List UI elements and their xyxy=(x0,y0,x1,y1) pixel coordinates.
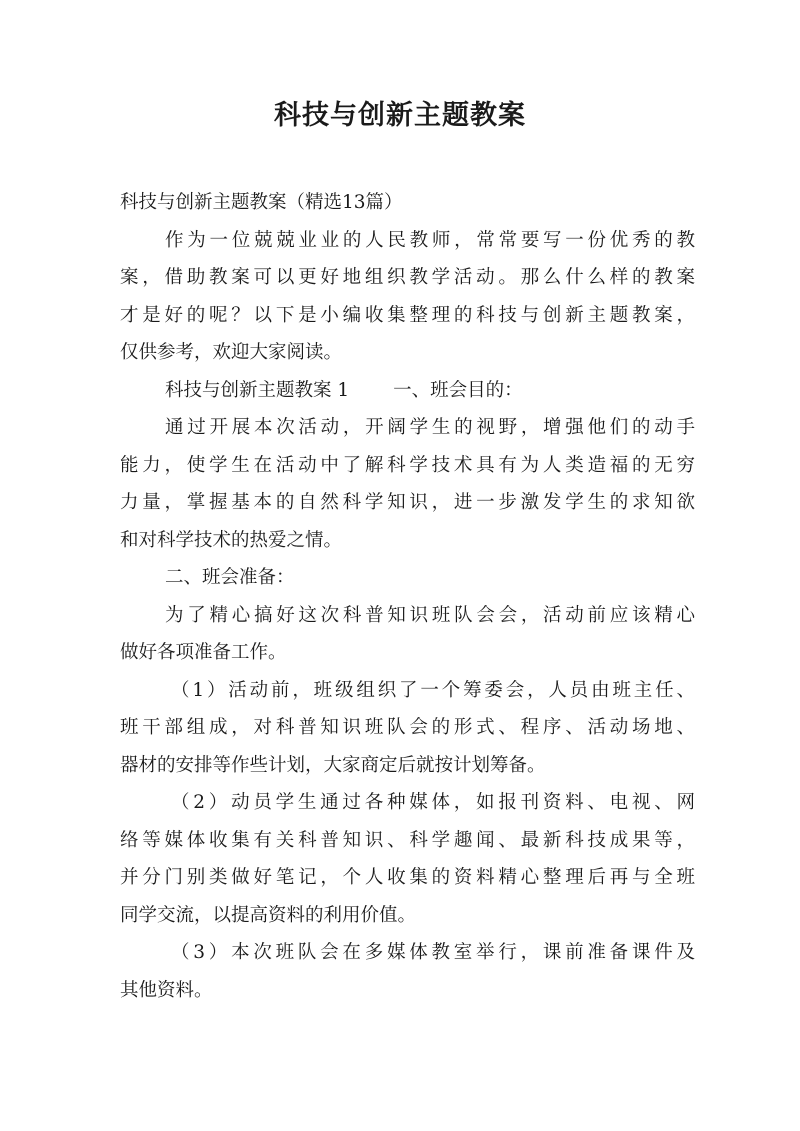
subtitle-line: 科技与创新主题教案（精选13篇） xyxy=(120,192,403,213)
paragraph-line: （1）活动前，班级组织了一个筹委会，人员由班主任、 xyxy=(171,679,695,701)
paragraph-line: （3）本次班队会在多媒体教室举行，课前准备课件及 xyxy=(171,942,695,963)
paragraph-line: 络等媒体收集有关科普知识、科学趣闻、最新科技成果等， xyxy=(120,829,695,851)
paragraph-line: 作为一位兢兢业业的人民教师，常常要写一份优秀的教 xyxy=(165,229,695,251)
paragraph-line: 器材的安排等作些计划，大家商定后就按计划筹备。 xyxy=(120,754,546,776)
paragraph-line: 和对科学技术的热爱之情。 xyxy=(120,529,343,551)
paragraph-line: 班干部组成，对科普知识班队会的形式、程序、活动场地、 xyxy=(120,717,695,738)
paragraph-line: 案，借助教案可以更好地组织教学活动。那么什么样的教案 xyxy=(120,267,695,288)
paragraph-line: 通过开展本次活动，开阔学生的视野，增强他们的动手 xyxy=(165,417,695,438)
section-heading: 科技与创新主题教案 1 xyxy=(165,379,350,401)
paragraph-line: 做好各项准备工作。 xyxy=(120,642,287,663)
paragraph-line: 并分门别类做好笔记，个人收集的资料精心整理后再与全班 xyxy=(120,867,695,888)
paragraph-line: 力量，掌握基本的自然科学知识，进一步激发学生的求知欲 xyxy=(120,492,695,513)
paragraph-line: 其他资料。 xyxy=(120,979,213,1001)
paragraph-line: 同学交流，以提高资料的利用价值。 xyxy=(120,904,417,926)
paragraph-line: 能力，使学生在活动中了解科学技术具有为人类造福的无穷 xyxy=(120,454,695,476)
subsection-heading: 二、班会准备： xyxy=(165,567,295,588)
paragraph-line: 仅供参考，欢迎大家阅读。 xyxy=(120,342,343,363)
document-title: 科技与创新主题教案 xyxy=(274,100,526,131)
document-body xyxy=(120,184,695,1009)
paragraph-line: 为了精心搞好这次科普知识班队会会，活动前应该精心 xyxy=(165,604,695,626)
paragraph-line: （2）动员学生通过各种媒体，如报刊资料、电视、网 xyxy=(171,792,695,813)
subsection-heading: 一、班会目的： xyxy=(393,379,523,401)
paragraph-line: 才是好的呢？以下是小编收集整理的科技与创新主题教案， xyxy=(120,304,695,326)
section-heading-line xyxy=(120,372,695,410)
